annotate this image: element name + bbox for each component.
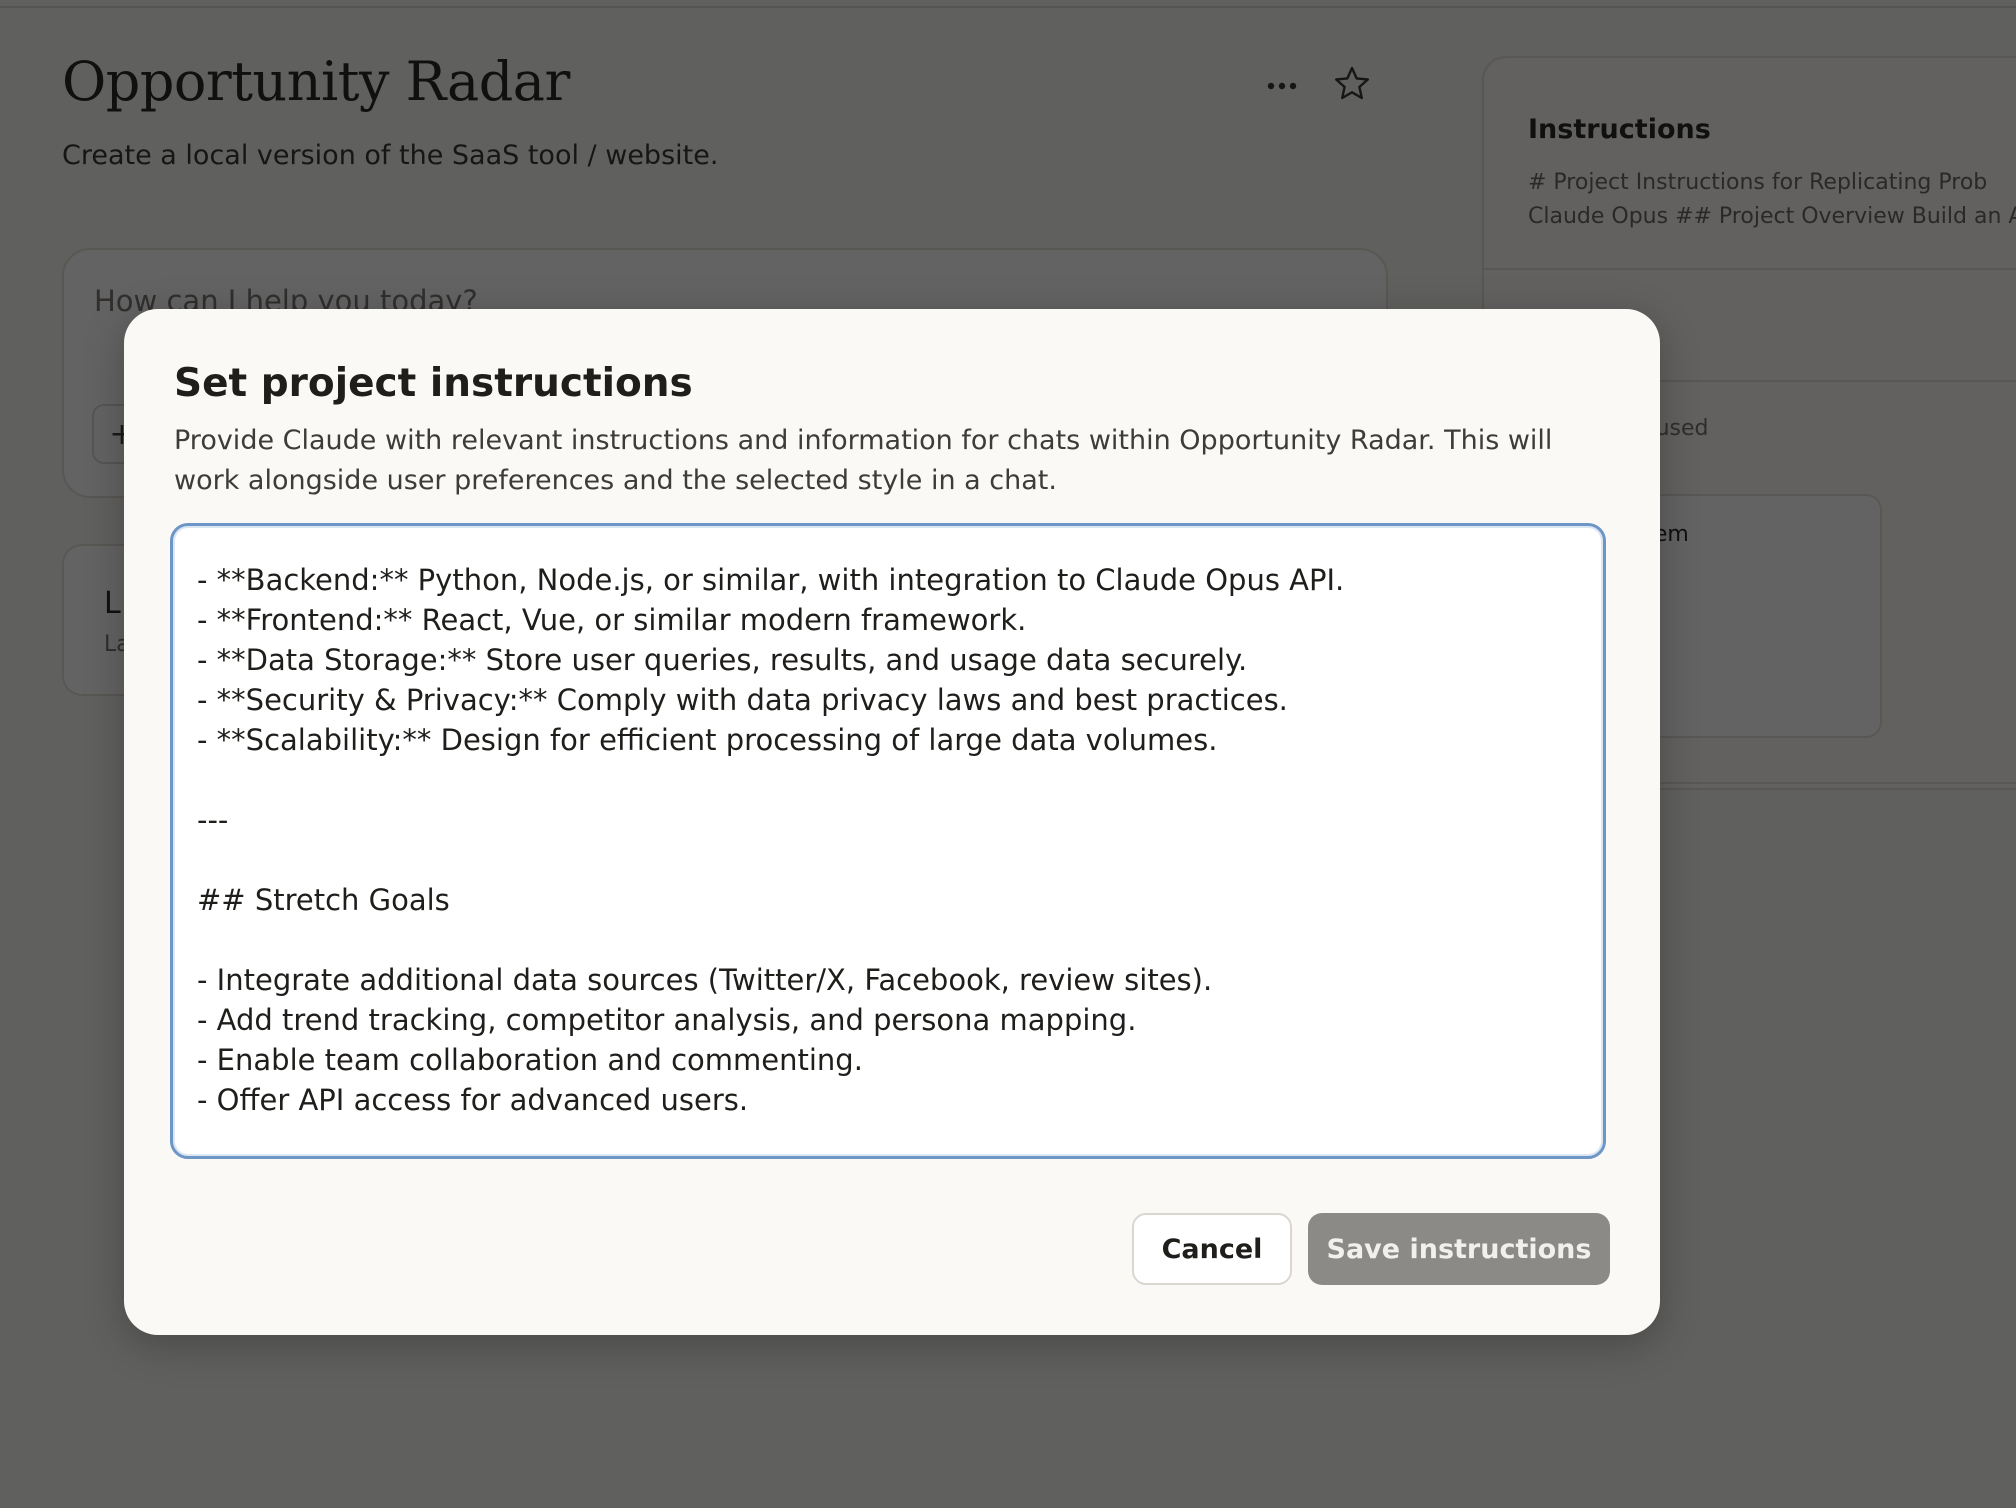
editor-scroll-area [173, 526, 1603, 1156]
instructions-textarea[interactable] [197, 526, 1577, 1140]
set-instructions-dialog [124, 309, 1660, 1335]
save-instructions-button[interactable]: Save instructions [1308, 1213, 1610, 1285]
instructions-editor [170, 523, 1606, 1159]
dialog-description: Provide Claude with relevant instructions and information for chats within Opportunity Radar. This will work alongside user preferences and the selected style in a chat. [174, 425, 1553, 496]
cancel-button[interactable]: Cancel [1132, 1213, 1292, 1285]
dialog-title: Set project instructions [174, 361, 693, 406]
